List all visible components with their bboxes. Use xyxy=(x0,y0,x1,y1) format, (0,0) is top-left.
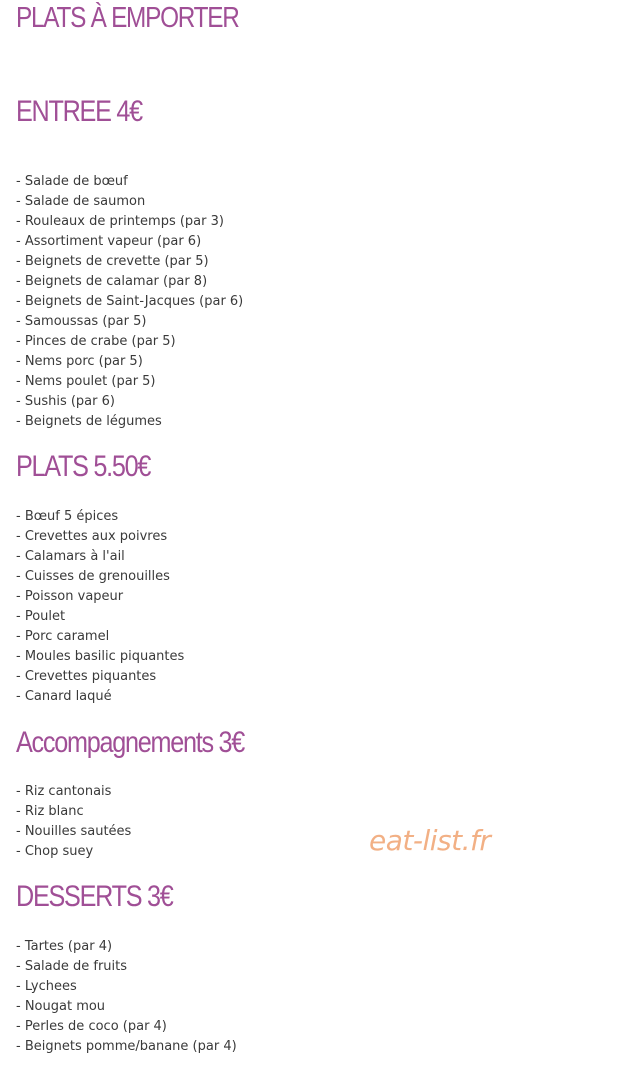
list-item: - Crevettes piquantes xyxy=(16,669,157,684)
list-item: - Lychees xyxy=(16,979,77,994)
list-item: - Nougat mou xyxy=(16,999,106,1014)
list-item: - Salade de saumon xyxy=(16,194,146,209)
list-item: - Pinces de crabe (par 5) xyxy=(16,334,176,349)
list-item: - Chop suey xyxy=(16,844,94,859)
list-item: - Sushis (par 6) xyxy=(16,394,115,409)
list-item: - Nems porc (par 5) xyxy=(16,354,143,369)
list-item: - Cuisses de grenouilles xyxy=(16,569,170,584)
list-item: - Crevettes aux poivres xyxy=(16,529,168,544)
list-item: - Beignets de légumes xyxy=(16,414,162,429)
list-item: - Perles de coco (par 4) xyxy=(16,1019,167,1034)
accompagnements-list xyxy=(16,782,131,862)
list-item: - Nems poulet (par 5) xyxy=(16,374,156,389)
list-item: - Salade de fruits xyxy=(16,959,128,974)
plats-list xyxy=(16,507,184,707)
section-title-desserts: DESSERTS 3€ xyxy=(16,880,173,913)
list-item: - Poulet xyxy=(16,609,66,624)
list-item: - Porc caramel xyxy=(16,629,110,644)
list-item: - Riz blanc xyxy=(16,804,84,819)
entree-list xyxy=(16,172,243,432)
section-title-accompagnements: Accompagnements 3€ xyxy=(16,726,245,759)
page-title: PLATS À EMPORTER xyxy=(16,2,239,34)
section-title-plats: PLATS 5.50€ xyxy=(16,450,151,483)
list-item: - Riz cantonais xyxy=(16,784,112,799)
list-item: - Tartes (par 4) xyxy=(16,939,113,954)
list-item: - Beignets de crevette (par 5) xyxy=(16,254,209,269)
list-item: - Assortiment vapeur (par 6) xyxy=(16,234,202,249)
list-item: - Nouilles sautées xyxy=(16,824,132,839)
list-item: - Samoussas (par 5) xyxy=(16,314,147,329)
list-item: - Canard laqué xyxy=(16,689,112,704)
list-item: - Beignets de Saint-Jacques (par 6) xyxy=(16,294,244,309)
watermark-text: eat-list.fr xyxy=(369,824,491,857)
desserts-list xyxy=(16,937,237,1057)
list-item: - Poisson vapeur xyxy=(16,589,124,604)
section-title-entree: ENTREE 4€ xyxy=(16,95,142,128)
list-item: - Rouleaux de printemps (par 3) xyxy=(16,214,224,229)
list-item: - Calamars à l'ail xyxy=(16,549,125,564)
list-item: - Beignets de calamar (par 8) xyxy=(16,274,208,289)
list-item: - Beignets pomme/banane (par 4) xyxy=(16,1039,237,1054)
list-item: - Bœuf 5 épices xyxy=(16,509,119,524)
list-item: - Salade de bœuf xyxy=(16,174,128,189)
list-item: - Moules basilic piquantes xyxy=(16,649,185,664)
